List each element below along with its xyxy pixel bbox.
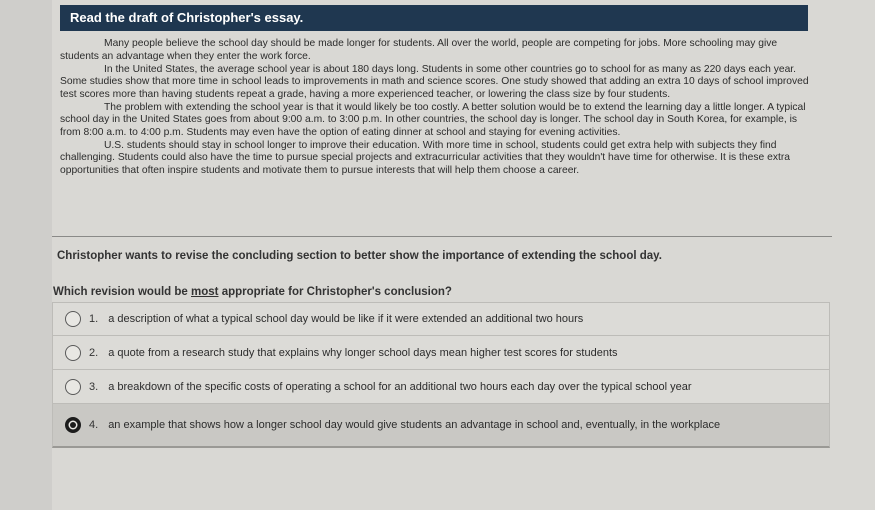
radio-button-3[interactable] bbox=[65, 379, 81, 395]
answer-option-3[interactable] bbox=[52, 370, 830, 404]
question-text bbox=[53, 286, 452, 298]
section-divider bbox=[52, 236, 832, 237]
answer-option-4[interactable] bbox=[52, 404, 830, 448]
option-number: 3. bbox=[89, 380, 99, 393]
question-emphasis: most bbox=[191, 286, 219, 298]
revision-prompt: Christopher wants to revise the concluding section to better show the importance of extending the school day. bbox=[57, 250, 662, 262]
essay-passage bbox=[60, 38, 814, 178]
option-text: a breakdown of the specific costs of operating a school for an additional two hours each day over the typical school year bbox=[108, 380, 692, 393]
option-number: 2. bbox=[89, 346, 99, 359]
option-text: a description of what a typical school day would be like if it were extended an additional two hours bbox=[108, 313, 584, 325]
option-text: a quote from a research study that explains why longer school days mean higher test scores for students bbox=[108, 346, 618, 359]
background-edge bbox=[0, 0, 52, 510]
option-number: 4. bbox=[89, 419, 99, 431]
radio-button-2[interactable] bbox=[65, 345, 81, 361]
radio-button-1[interactable] bbox=[65, 311, 81, 327]
question-after: appropriate for Christopher's conclusion? bbox=[218, 286, 452, 298]
answer-option-1[interactable] bbox=[52, 302, 830, 336]
essay-paragraph-3: The problem with extending the school year is that it would likely be too costly. A better solution would be to extend the learning day a little longer. A typical school day in the United States goes from about 9:00 a.m. to 3:00 p.m. In other countries, the school day is longer. The school day in South Korea, for example, is from 8:00 a.m. to 4:00 p.m. Students may even have the option of eating dinner at school and staying for evening activities. bbox=[60, 101, 806, 138]
essay-paragraph-4: U.S. students should stay in school longer to improve their education. With more time in school, students could get extra help with subjects they find challenging. Students could also have the time to pursue special projects and extracurricular activities that they wouldn't have time for otherwise. It is these extra opportunities that often inspire students and motivate them to pursue interests that will help them choose a career. bbox=[60, 139, 790, 176]
option-text: an example that shows how a longer school day would give students an advantage in school and, eventually, in the workplace bbox=[108, 419, 721, 431]
radio-button-4-selected[interactable] bbox=[65, 417, 81, 433]
option-number: 1. bbox=[89, 313, 99, 325]
essay-paragraph-2: In the United States, the average school year is about 180 days long. Students in some other countries go to school for as many as 220 days each year. Some studies show that more time in school leads to improvements in math and science scores. One study showed that adding an extra 10 days of school improved test scores more than having students repeat a grade, having a more experienced teacher, or lowering the class size by four students. bbox=[60, 63, 809, 100]
essay-paragraph-1: Many people believe the school day should be made longer for students. All over the world, people are competing for jobs. More schooling may give students an advantage when they enter the work force. bbox=[60, 38, 778, 62]
answer-option-2[interactable] bbox=[52, 336, 830, 370]
passage-header: Read the draft of Christopher's essay. bbox=[60, 5, 808, 31]
question-before: Which revision would be bbox=[53, 286, 192, 298]
answer-options bbox=[52, 302, 830, 448]
